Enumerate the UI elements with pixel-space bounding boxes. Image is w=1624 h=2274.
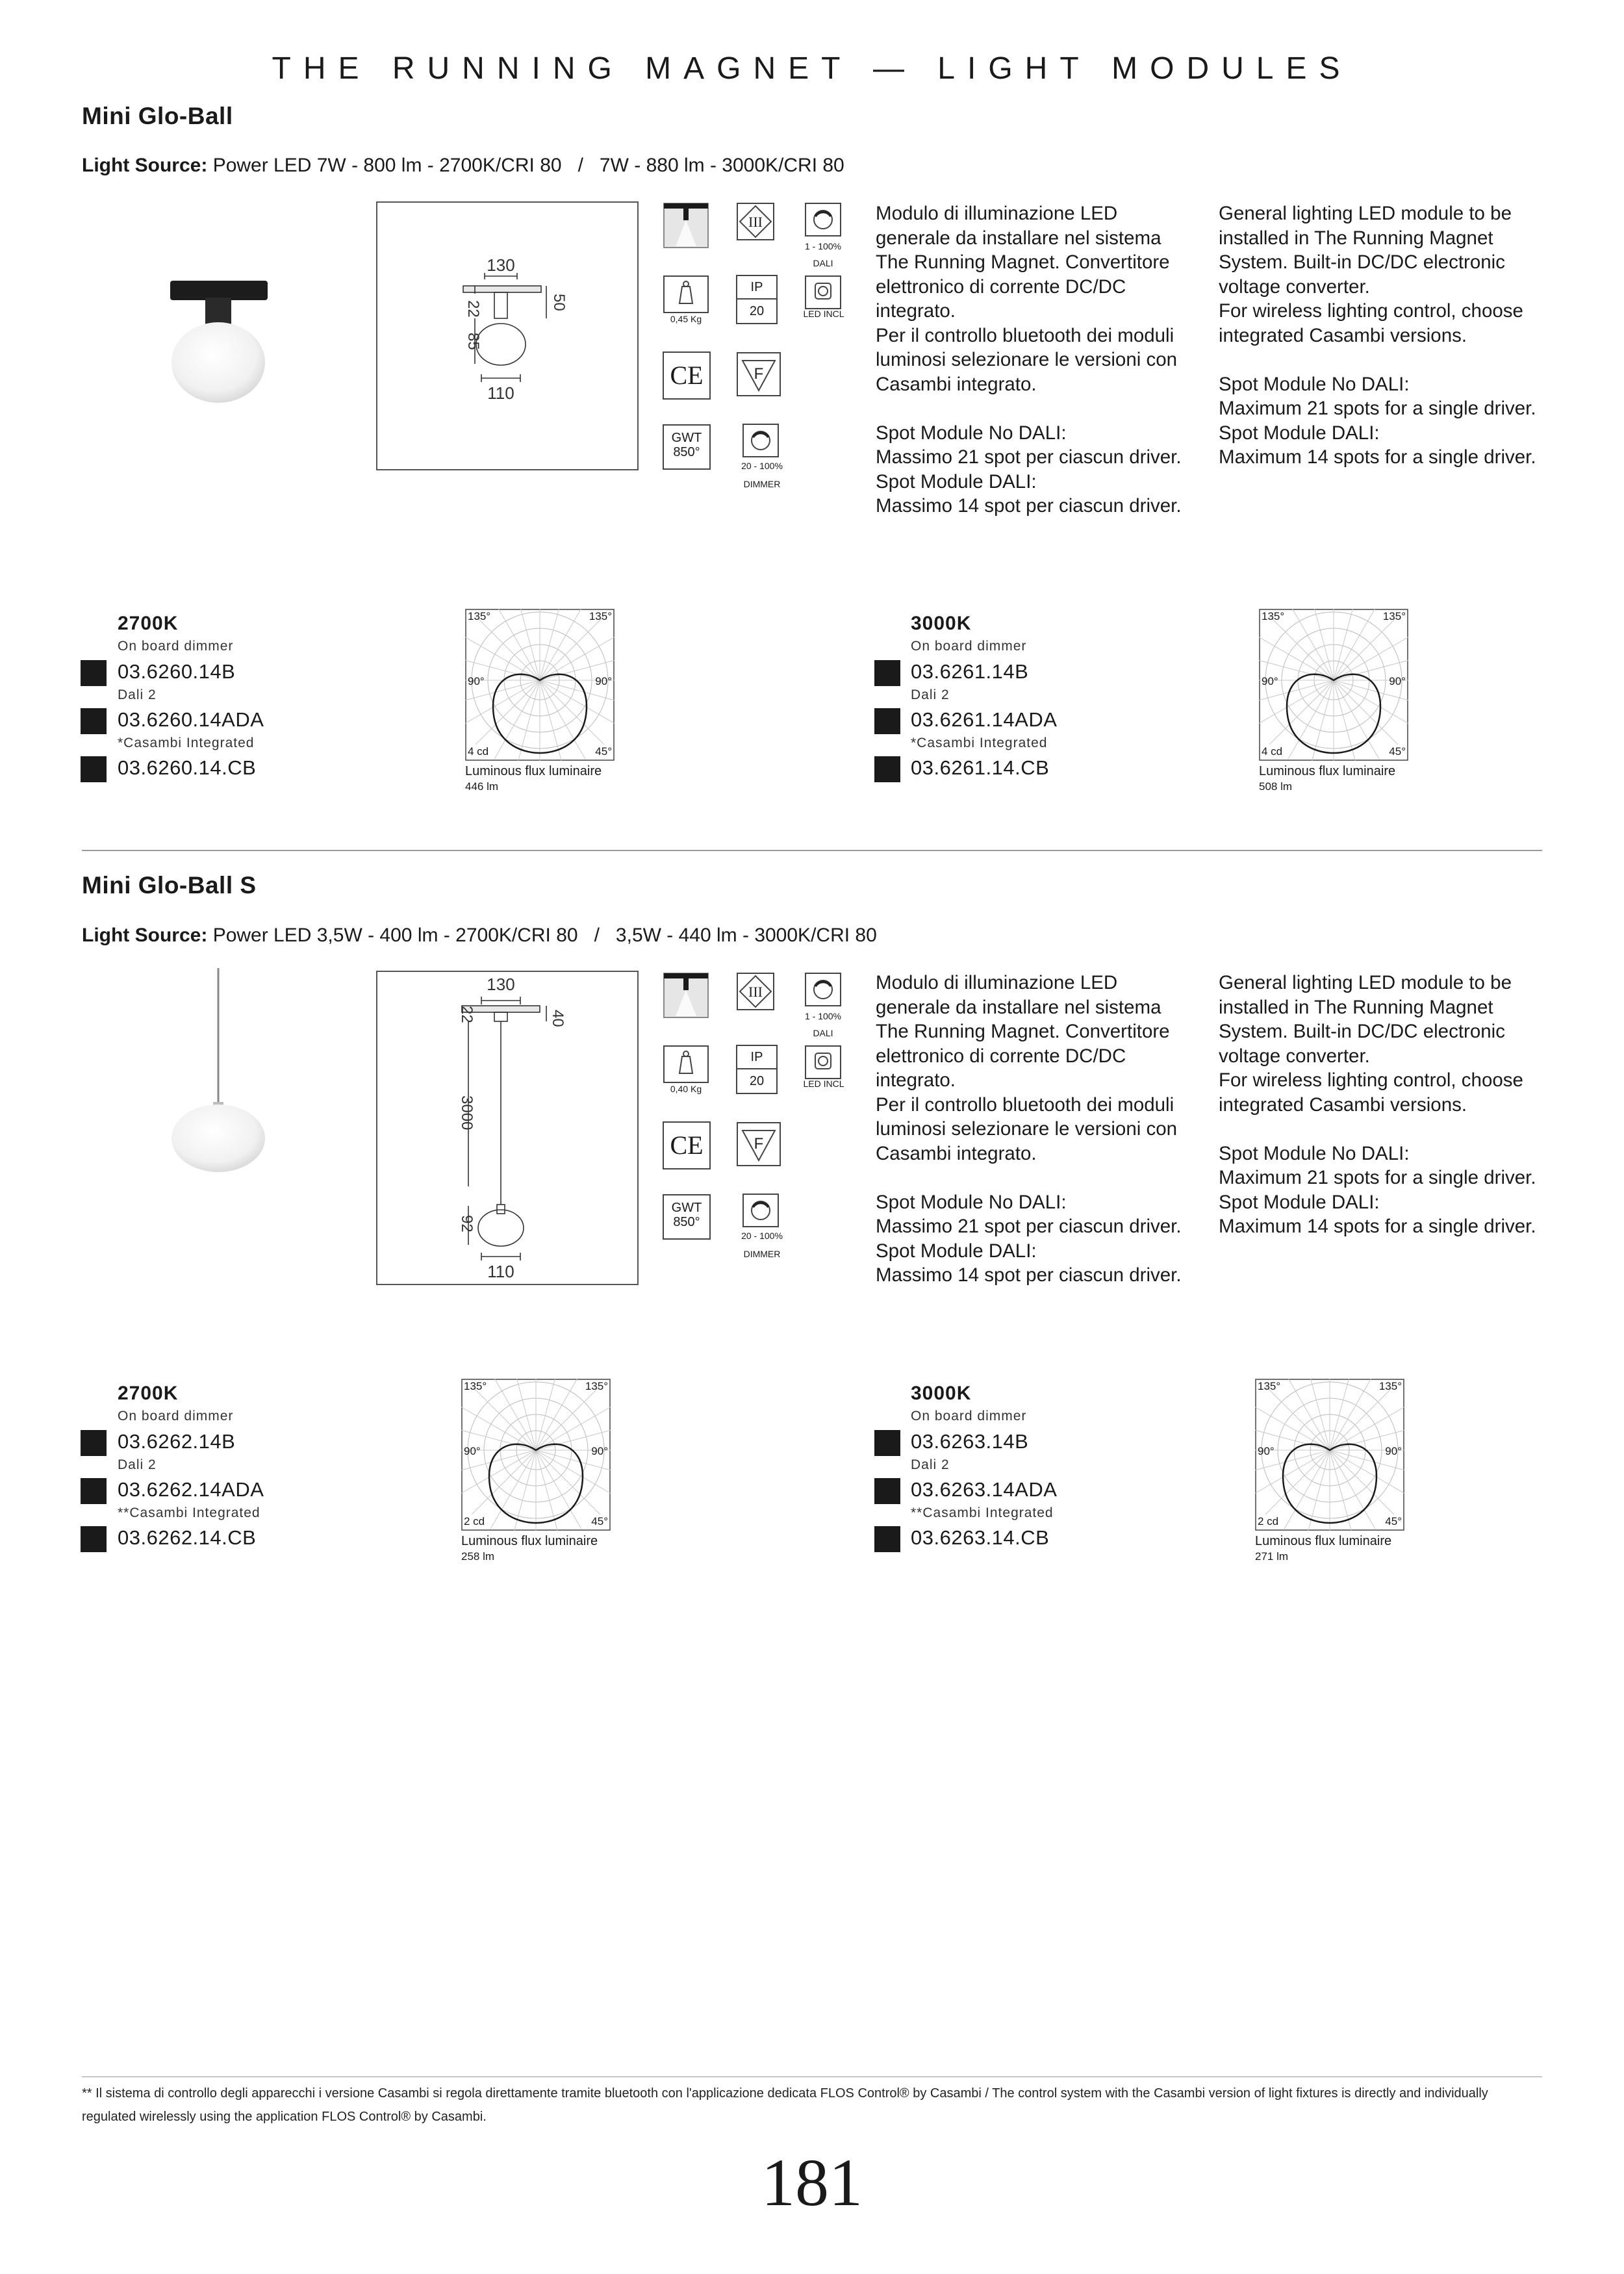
light-source-label: Light Source: — [82, 155, 208, 176]
dimmer-label: DIMMER — [743, 1249, 781, 1259]
light-source — [82, 925, 877, 947]
code-label: On board dimmer — [118, 639, 234, 654]
dimension-drawing — [376, 971, 639, 1285]
class-iii-icon — [736, 202, 775, 241]
cct-3000k: 3000K — [911, 1383, 972, 1404]
light-source-label: Light Source: — [82, 925, 208, 946]
weight-value: 0,40 Kg — [670, 1084, 702, 1094]
page-header: THE RUNNING MAGNET — LIGHT MODULES — [272, 51, 1352, 86]
description-it: Modulo di illuminazione LED generale da installare nel sistema The Running Magnet. Convertitore elettronico di corrente DC/DC integrato. Per il controllo bluetooth dei moduli luminosi selezionare le versioni con Casambi integrato. Spot Module No DALI: Massimo 21 spot per ciascun driver. Spot Module DALI: Massimo 14 spot per ciascun driver. — [876, 972, 1182, 1286]
svg-text:III: III — [748, 984, 763, 1000]
code-label: Dali 2 — [911, 687, 950, 702]
product-code: 03.6262.14B — [118, 1430, 236, 1453]
product-code: 03.6261.14.CB — [911, 756, 1050, 779]
code-label: *Casambi Integrated — [911, 735, 1048, 750]
product-photo — [156, 260, 279, 409]
color-swatch-black — [81, 660, 107, 686]
product-title: Mini Glo-Ball S — [82, 872, 257, 899]
gwt-icon: GWT 850° — [663, 424, 711, 470]
polar-diagram: 135° 135° 90° 90° 4 cd 45° — [465, 609, 615, 761]
led-label: LED INCL — [803, 1079, 844, 1089]
product-code: 03.6261.14B — [911, 660, 1029, 683]
ce-mark-icon: CE — [663, 1121, 711, 1169]
flux-value: 271 lm — [1255, 1550, 1289, 1563]
code-label: **Casambi Integrated — [911, 1505, 1054, 1520]
spot-beam-icon — [663, 202, 709, 249]
color-swatch-black — [874, 660, 900, 686]
f-mark-icon — [736, 1121, 781, 1167]
dim-head: 22 — [458, 1006, 476, 1023]
product-code: 03.6262.14ADA — [118, 1478, 264, 1501]
dim-width: 130 — [487, 975, 515, 994]
product-code: 03.6260.14.CB — [118, 756, 257, 779]
dimmer-range: 20 - 100% — [741, 461, 783, 471]
product-photo — [156, 968, 279, 1182]
footnote: ** Il sistema di controllo degli apparecchi i versione Casambi si regola direttamente tramite bluetooth con l'applicazione dedicata FLOS Control® by Casambi / The control system with the Casambi version of light fixtures is directly and individually regulated wirelessly using the application FLOS Control® by Casambi. — [82, 2086, 1488, 2124]
dali-dimmer-icon — [804, 202, 843, 240]
led-included-icon — [804, 275, 843, 314]
product-code: 03.6263.14ADA — [911, 1478, 1058, 1501]
color-swatch-black — [81, 756, 107, 782]
polar-diagram: 135° 135° 90° 90° 2 cd 45° — [461, 1379, 611, 1531]
dali-label: DALI — [813, 258, 833, 268]
color-swatch-black — [81, 1430, 107, 1456]
led-label: LED INCL — [803, 309, 844, 319]
ip-rating-icon: IP 20 — [736, 275, 778, 324]
description-en: General lighting LED module to be installed in The Running Magnet System. Built-in DC/DC electronic voltage converter. For wireless lighting control, choose integrated Casambi versions. Spot Module No DALI: Maximum 21 spots for a single driver. Spot Module DALI: Maximum 14 spots for a single driver. — [1219, 203, 1536, 468]
color-swatch-black — [81, 708, 107, 734]
color-swatch-black — [874, 756, 900, 782]
dim-cable: 3000 — [458, 1095, 476, 1131]
flux-label: Luminous flux luminaire — [1259, 764, 1396, 778]
dim-height: 40 — [549, 1010, 566, 1027]
color-swatch-black — [874, 708, 900, 734]
svg-text:III: III — [748, 214, 763, 230]
code-label: On board dimmer — [118, 1409, 234, 1424]
color-swatch-black — [874, 1526, 900, 1552]
dali-range: 1 - 100% — [804, 1011, 842, 1021]
color-swatch-black — [81, 1526, 107, 1552]
weight-value: 0,45 Kg — [670, 314, 702, 324]
f-mark-icon — [736, 351, 781, 397]
color-swatch-black — [81, 1478, 107, 1504]
dim-body: 85 — [464, 333, 482, 350]
section-divider — [82, 850, 1542, 851]
dim-height: 50 — [550, 294, 568, 311]
svg-text:F: F — [754, 365, 764, 383]
product-code: 03.6263.14.CB — [911, 1526, 1050, 1549]
cct-2700k: 2700K — [118, 613, 179, 634]
dali-label: DALI — [813, 1028, 833, 1038]
dali-dimmer-icon — [804, 972, 843, 1010]
code-label: On board dimmer — [911, 1409, 1027, 1424]
weight-icon — [663, 1045, 709, 1084]
code-label: On board dimmer — [911, 639, 1027, 654]
color-swatch-black — [874, 1430, 900, 1456]
led-included-icon — [804, 1045, 843, 1084]
dimmer-range: 20 - 100% — [741, 1231, 783, 1241]
gwt-icon: GWT 850° — [663, 1194, 711, 1240]
dim-diameter: 110 — [487, 1262, 514, 1281]
dim-head: 22 — [464, 300, 482, 318]
code-label: Dali 2 — [911, 1457, 950, 1472]
color-swatch-black — [874, 1478, 900, 1504]
flux-label: Luminous flux luminaire — [461, 1534, 598, 1548]
product-code: 03.6260.14ADA — [118, 708, 264, 731]
icon-grid — [663, 968, 857, 1267]
product-title: Mini Glo-Ball — [82, 103, 233, 129]
ce-mark-icon: CE — [663, 351, 711, 400]
product-code: 03.6261.14ADA — [911, 708, 1058, 731]
code-label: *Casambi Integrated — [118, 735, 255, 750]
dimmer-icon — [742, 1193, 781, 1231]
spot-beam-icon — [663, 972, 709, 1019]
description-en: General lighting LED module to be installed in The Running Magnet System. Built-in DC/DC electronic voltage converter. For wireless lighting control, choose integrated Casambi versions. Spot Module No DALI: Maximum 21 spots for a single driver. Spot Module DALI: Maximum 14 spots for a single driver. — [1219, 972, 1536, 1237]
product-code: 03.6260.14B — [118, 660, 236, 683]
flux-label: Luminous flux luminaire — [1255, 1534, 1392, 1548]
dimension-drawing — [376, 201, 639, 470]
cct-3000k: 3000K — [911, 613, 972, 634]
code-label: Dali 2 — [118, 1457, 157, 1472]
product-code: 03.6262.14.CB — [118, 1526, 257, 1549]
light-source-value: Power LED 3,5W - 400 lm - 2700K/CRI 80 / 3,5W - 440 lm - 3000K/CRI 80 — [212, 925, 877, 946]
dali-range: 1 - 100% — [804, 241, 842, 251]
product-code: 03.6263.14B — [911, 1430, 1029, 1453]
flux-value: 258 lm — [461, 1550, 495, 1563]
flux-value: 508 lm — [1259, 780, 1293, 793]
footer-divider — [82, 2076, 1542, 2077]
polar-diagram: 135° 135° 90° 90° 2 cd 45° — [1255, 1379, 1404, 1531]
dimmer-icon — [742, 423, 781, 461]
cct-2700k: 2700K — [118, 1383, 179, 1404]
flux-label: Luminous flux luminaire — [465, 764, 602, 778]
code-label: Dali 2 — [118, 687, 157, 702]
class-iii-icon — [736, 972, 775, 1011]
ip-rating-icon: IP 20 — [736, 1045, 778, 1094]
light-source-value: Power LED 7W - 800 lm - 2700K/CRI 80 / 7W - 880 lm - 3000K/CRI 80 — [212, 155, 844, 176]
polar-diagram: 135° 135° 90° 90° 4 cd 45° — [1259, 609, 1408, 761]
svg-text:F: F — [754, 1135, 764, 1153]
dim-width: 130 — [487, 255, 515, 275]
dim-diameter: 110 — [487, 383, 514, 403]
code-label: **Casambi Integrated — [118, 1505, 260, 1520]
dim-body: 92 — [458, 1215, 476, 1233]
dimmer-label: DIMMER — [743, 479, 781, 489]
page-number: 181 — [761, 2145, 863, 2220]
icon-grid — [663, 198, 857, 497]
weight-icon — [663, 275, 709, 314]
light-source — [82, 155, 844, 177]
description-it: Modulo di illuminazione LED generale da installare nel sistema The Running Magnet. Convertitore elettronico di corrente DC/DC integrato. Per il controllo bluetooth dei moduli luminosi selezionare le versioni con Casambi integrato. Spot Module No DALI: Massimo 21 spot per ciascun driver. Spot Module DALI: Massimo 14 spot per ciascun driver. — [876, 203, 1182, 517]
flux-value: 446 lm — [465, 780, 499, 793]
